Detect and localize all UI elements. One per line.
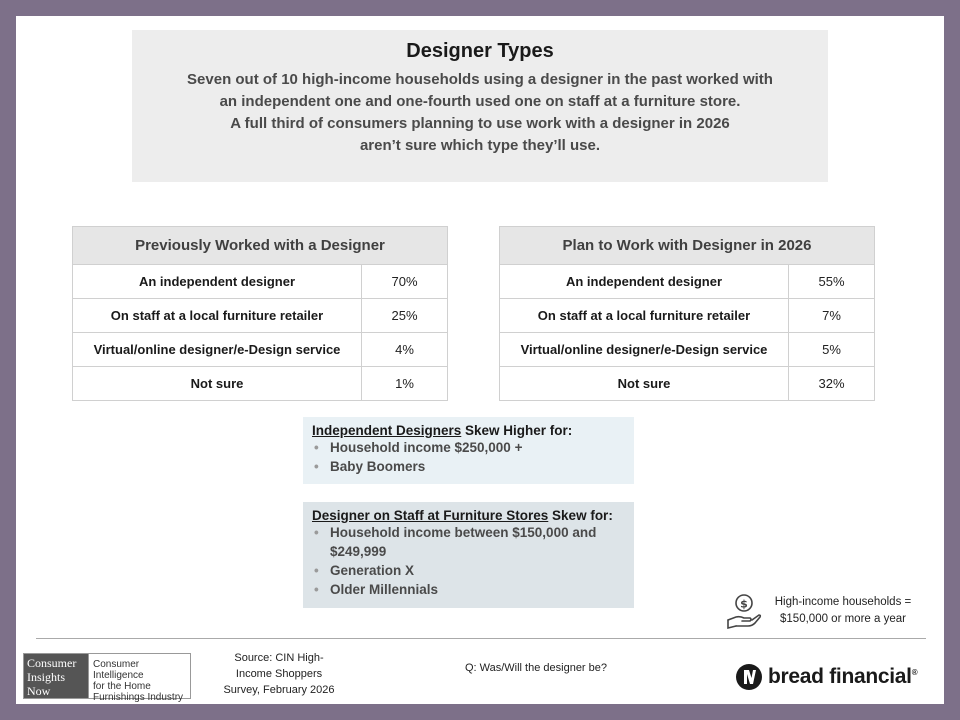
note-line: High-income households = xyxy=(774,596,912,608)
table-row xyxy=(73,299,448,333)
row-value: 70% xyxy=(362,265,448,299)
page-title: Designer Types xyxy=(406,40,554,62)
row-value: 1% xyxy=(362,367,448,401)
list-item: • Older Millennials xyxy=(312,580,625,599)
cin-logo-mark xyxy=(24,654,88,698)
row-value: 55% xyxy=(789,265,875,299)
list-item: • Household income between $150,000 and $249,999 xyxy=(312,523,625,561)
header-box xyxy=(132,30,828,182)
skew-title xyxy=(312,508,625,523)
skew-title-underlined: Designer on Staff at Furniture Stores xyxy=(312,508,549,523)
skew-list xyxy=(312,438,625,476)
header-subtitle xyxy=(132,69,828,157)
brand-name xyxy=(768,665,917,689)
row-label: Virtual/online designer/e-Design service xyxy=(500,333,789,367)
row-value: 32% xyxy=(789,367,875,401)
row-label: Virtual/online designer/e-Design service xyxy=(73,333,362,367)
table-title: Plan to Work with Designer in 2026 xyxy=(500,227,875,265)
row-label: On staff at a local furniture retailer xyxy=(73,299,362,333)
row-value: 4% xyxy=(362,333,448,367)
logo-line: Consumer xyxy=(27,656,77,670)
source-line: Survey, February 2026 xyxy=(223,684,335,696)
subtitle-line: aren’t sure which type they’ll use. xyxy=(359,137,601,154)
bread-logo-icon xyxy=(736,664,762,690)
list-item: • Generation X xyxy=(312,561,625,580)
list-item: • Baby Boomers xyxy=(312,457,625,476)
table-row xyxy=(73,265,448,299)
table-row xyxy=(500,265,875,299)
tagline-line: for the Home xyxy=(93,681,151,692)
plan-to-work-table xyxy=(499,226,875,401)
independent-skew-box xyxy=(303,417,634,484)
logo-line: Insights xyxy=(27,670,66,684)
row-label: Not sure xyxy=(73,367,362,401)
question-note: Q: Was/Will the designer be? xyxy=(464,662,608,674)
hand-coin-icon xyxy=(724,592,764,632)
source-line: Income Shoppers xyxy=(235,668,323,680)
row-value: 5% xyxy=(789,333,875,367)
logo-line: Now xyxy=(27,684,51,698)
brand-mark: ® xyxy=(911,668,918,677)
skew-title-rest: Skew Higher for: xyxy=(461,423,573,438)
high-income-note xyxy=(724,592,924,632)
cin-logo-tagline xyxy=(88,654,190,703)
bread-financial-logo xyxy=(736,662,922,692)
row-value: 25% xyxy=(362,299,448,333)
tagline-line: Furnishings Industry xyxy=(93,692,184,703)
skew-title xyxy=(312,423,625,438)
staff-skew-box xyxy=(303,502,634,608)
previously-worked-table xyxy=(72,226,448,401)
brand-text: bread financial xyxy=(768,665,912,688)
list-item: • Household income $250,000 + xyxy=(312,438,625,457)
tagline-line: Consumer Intelligence xyxy=(93,659,144,681)
skew-title-underlined: Independent Designers xyxy=(312,423,462,438)
table-row xyxy=(73,333,448,367)
row-value: 7% xyxy=(789,299,875,333)
source-line: Source: CIN High- xyxy=(234,652,324,664)
skew-list xyxy=(312,523,625,599)
row-label: An independent designer xyxy=(500,265,789,299)
table-row xyxy=(73,367,448,401)
source-note xyxy=(216,650,342,698)
table-row xyxy=(500,333,875,367)
slide xyxy=(16,16,944,704)
row-label: Not sure xyxy=(500,367,789,401)
note-line: $150,000 or more a year xyxy=(780,613,906,625)
subtitle-line: Seven out of 10 high-income households using a designer in the past worked with xyxy=(187,71,773,88)
table-title: Previously Worked with a Designer xyxy=(73,227,448,265)
table-row xyxy=(500,299,875,333)
row-label: On staff at a local furniture retailer xyxy=(500,299,789,333)
footer-divider xyxy=(36,638,926,639)
table-row xyxy=(500,367,875,401)
cin-logo xyxy=(23,653,191,703)
row-label: An independent designer xyxy=(73,265,362,299)
high-income-text xyxy=(762,594,924,628)
svg-text:$: $ xyxy=(740,597,748,611)
skew-title-rest: Skew for: xyxy=(548,508,613,523)
subtitle-line: A full third of consumers planning to use work with a designer in 2026 xyxy=(230,115,730,132)
subtitle-line: an independent one and one-fourth used one on staff at a furniture store. xyxy=(219,93,741,110)
